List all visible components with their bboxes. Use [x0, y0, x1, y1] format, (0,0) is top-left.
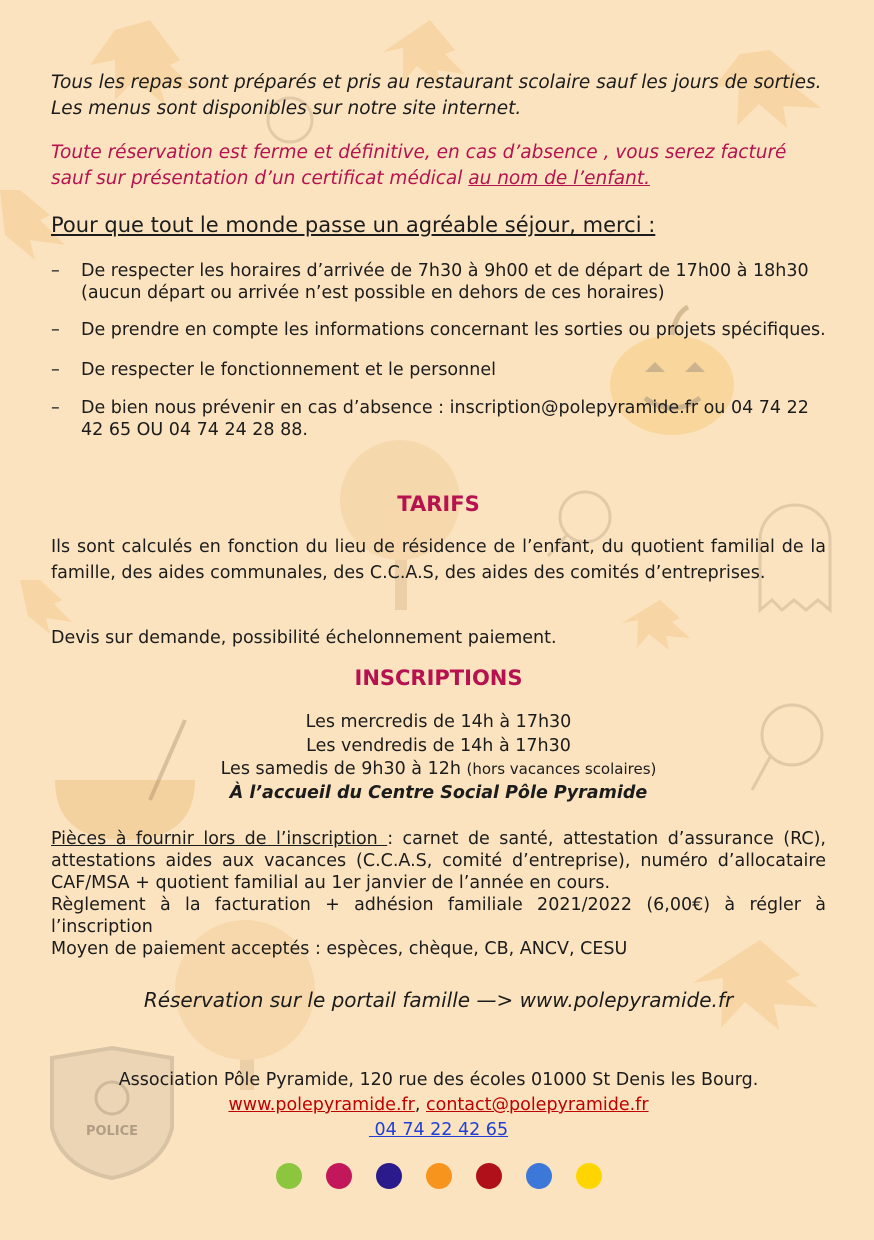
list-item: – De respecter le fonctionnement et le personnel — [51, 359, 826, 381]
reservation-text: Toute réservation est ferme et définitive, en cas d’absence , vous serez facturé sauf sur présentation d’un certificat médical — [51, 142, 787, 189]
reservation-paragraph — [51, 140, 826, 192]
portal-line: Réservation sur le portail famille —> www.polepyramide.fr — [143, 988, 734, 1012]
list-item: – De respecter les horaires d’arrivée de 7h30 à 9h00 et de départ de 17h00 à 18h30 (aucun départ ou arrivée n’est possible en dehors de ces horaires) — [51, 260, 826, 304]
page-content — [51, 0, 826, 1240]
dot — [326, 1163, 352, 1189]
documents-label: Pièces à fournir lors de l’inscription — [51, 829, 388, 849]
color-dots — [276, 1163, 602, 1189]
schedule-note: (hors vacances scolaires) — [466, 760, 657, 778]
payment-rules: Règlement à la facturation + adhésion familiale 2021/2022 (6,00€) à régler à l’inscription — [51, 895, 826, 937]
dot — [376, 1163, 402, 1189]
footer-links — [51, 1093, 826, 1118]
list-item: – De prendre en compte les informations concernant les sorties ou projets spécifiques. — [51, 319, 826, 341]
list-item: – De bien nous prévenir en cas d’absence : inscription@polepyramide.fr ou 04 74 22 42 65 OU 04 74 24 28 88. — [51, 397, 826, 441]
dot — [276, 1163, 302, 1189]
email-link[interactable]: contact@polepyramide.fr — [426, 1095, 649, 1115]
reservation-underlined-text: au nom de l’enfant. — [468, 168, 650, 189]
rules-heading: Pour que tout le monde passe un agréable séjour, merci : — [51, 213, 656, 237]
documents-text: : carnet de santé, attestation d’assurance (RC), attestations aides aux vacances (C.C.A.S, comité d’entreprise), numéro d’allocataire CAF/MSA + quotient familial au 1er janvier de l’année en cours. — [51, 829, 826, 893]
devis-text: Devis sur demande, possibilité échelonnement paiement. — [51, 628, 557, 648]
meals-paragraph: Tous les repas sont préparés et pris au restaurant scolaire sauf les jours de sorties. Les menus sont disponibles sur notre site internet. — [51, 72, 822, 119]
footer — [51, 1068, 826, 1143]
rules-list — [51, 260, 826, 441]
payment-methods: Moyen de paiement acceptés : espèces, chèque, CB, ANCV, CESU — [51, 939, 628, 959]
website-link[interactable]: www.polepyramide.fr — [228, 1095, 415, 1115]
dot — [426, 1163, 452, 1189]
schedule-line: Les mercredis de 14h à 17h30 — [305, 712, 572, 732]
dot — [476, 1163, 502, 1189]
link-separator: , — [414, 1095, 427, 1115]
documents-paragraph — [51, 828, 826, 894]
dot — [576, 1163, 602, 1189]
inscriptions-title: INSCRIPTIONS — [354, 666, 523, 690]
footer-address: Association Pôle Pyramide, 120 rue des écoles 01000 St Denis les Bourg. — [118, 1070, 759, 1090]
tarifs-text: Ils sont calculés en fonction du lieu de résidence de l’enfant, du quotient familial de la famille, des aides communales, des C.C.A.S, des aides des comités d’entreprises. — [51, 537, 826, 583]
police-badge-label: POLICE — [85, 1124, 139, 1139]
phone-link[interactable]: 04 74 22 42 65 — [368, 1120, 509, 1140]
schedule-line-text: Les samedis de 9h30 à 12h — [220, 759, 467, 779]
tarifs-title: TARIFS — [397, 492, 480, 516]
inscriptions-schedule — [51, 711, 826, 805]
registration-location: À l’accueil du Centre Social Pôle Pyramide — [229, 782, 648, 803]
schedule-line — [51, 758, 826, 782]
schedule-line: Les vendredis de 14h à 17h30 — [306, 735, 571, 756]
documents-section — [51, 828, 826, 960]
dot — [526, 1163, 552, 1189]
